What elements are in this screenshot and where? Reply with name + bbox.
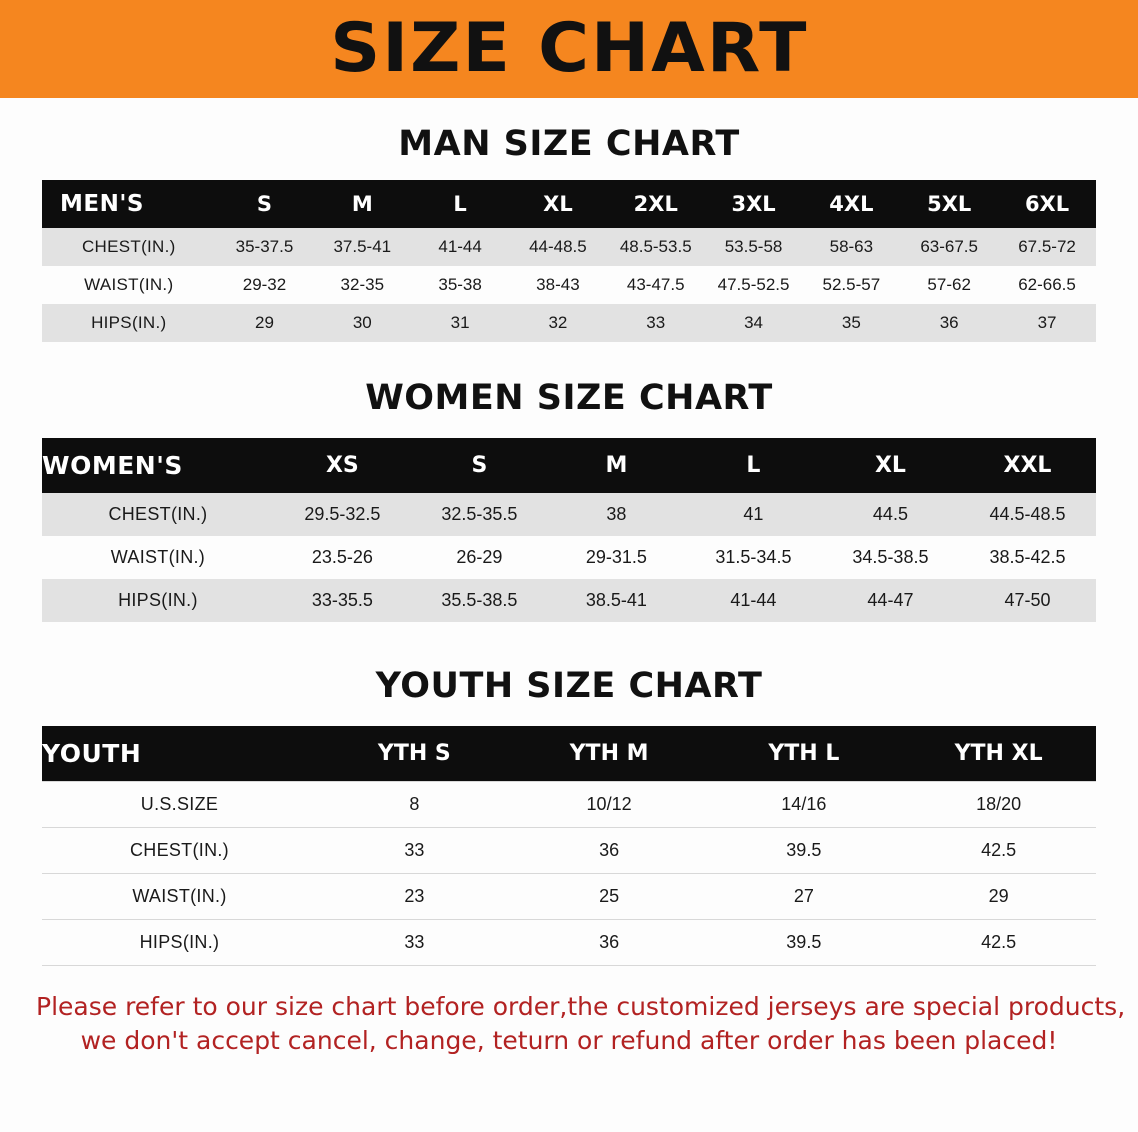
- man-hips-5xl: 36: [900, 304, 998, 342]
- women-hips-xxl: 47-50: [959, 579, 1096, 622]
- women-row-label-hips: HIPS(IN.): [42, 579, 274, 622]
- women-header-xs: XS: [274, 438, 411, 493]
- man-header-5xl: 5XL: [900, 180, 998, 228]
- women-section-title: WOMEN SIZE CHART: [365, 378, 773, 418]
- youth-ussize-m: 10/12: [512, 782, 707, 828]
- youth-ussize-l: 14/16: [706, 782, 901, 828]
- table-row: [42, 579, 1096, 622]
- youth-ussize-s: 8: [317, 782, 512, 828]
- disclaimer-line-2: we don't accept cancel, change, teturn or refund after order has been placed!: [80, 1025, 1058, 1055]
- women-chest-l: 41: [685, 493, 822, 536]
- youth-row-label-chest: CHEST(IN.): [42, 828, 317, 874]
- disclaimer-line-1: Please refer to our size chart before order,the customized jerseys are special products,: [36, 992, 1126, 1021]
- man-row-label-chest: CHEST(IN.): [42, 228, 216, 266]
- man-hips-l: 31: [411, 304, 509, 342]
- women-chest-xxl: 44.5-48.5: [959, 493, 1096, 536]
- man-waist-xl: 38-43: [509, 266, 607, 304]
- man-header-xl: XL: [509, 180, 607, 228]
- table-row: [42, 304, 1096, 342]
- youth-header-s: YTH S: [317, 726, 512, 782]
- women-hips-s: 35.5-38.5: [411, 579, 548, 622]
- man-row-label-hips: HIPS(IN.): [42, 304, 216, 342]
- page-banner: [0, 0, 1138, 98]
- women-waist-xxl: 38.5-42.5: [959, 536, 1096, 579]
- man-size-table-wrap: [42, 180, 1096, 342]
- man-chest-2xl: 48.5-53.5: [607, 228, 705, 266]
- man-chest-l: 41-44: [411, 228, 509, 266]
- table-row: [42, 874, 1096, 920]
- man-waist-6xl: 62-66.5: [998, 266, 1096, 304]
- man-hips-s: 29: [216, 304, 314, 342]
- man-waist-m: 32-35: [313, 266, 411, 304]
- man-chest-xl: 44-48.5: [509, 228, 607, 266]
- women-waist-xs: 23.5-26: [274, 536, 411, 579]
- man-size-table: [42, 180, 1096, 342]
- youth-size-table: [42, 726, 1096, 966]
- man-hips-xl: 32: [509, 304, 607, 342]
- man-chest-s: 35-37.5: [216, 228, 314, 266]
- youth-chest-xl: 42.5: [901, 828, 1096, 874]
- women-hips-l: 41-44: [685, 579, 822, 622]
- youth-hips-xl: 42.5: [901, 920, 1096, 966]
- women-size-table: [42, 438, 1096, 622]
- women-row-label-waist: WAIST(IN.): [42, 536, 274, 579]
- women-header-xl: XL: [822, 438, 959, 493]
- women-waist-s: 26-29: [411, 536, 548, 579]
- women-chest-m: 38: [548, 493, 685, 536]
- youth-waist-l: 27: [706, 874, 901, 920]
- women-hips-xl: 44-47: [822, 579, 959, 622]
- women-hips-m: 38.5-41: [548, 579, 685, 622]
- disclaimer-note: [36, 990, 1126, 1058]
- man-hips-3xl: 34: [705, 304, 803, 342]
- youth-chest-m: 36: [512, 828, 707, 874]
- women-chest-s: 32.5-35.5: [411, 493, 548, 536]
- table-row: [42, 536, 1096, 579]
- women-chest-xl: 44.5: [822, 493, 959, 536]
- man-row-label-waist: WAIST(IN.): [42, 266, 216, 304]
- man-header-2xl: 2XL: [607, 180, 705, 228]
- man-waist-2xl: 43-47.5: [607, 266, 705, 304]
- man-header-l: L: [411, 180, 509, 228]
- man-hips-4xl: 35: [802, 304, 900, 342]
- man-header-4xl: 4XL: [802, 180, 900, 228]
- table-row: [42, 266, 1096, 304]
- youth-waist-m: 25: [512, 874, 707, 920]
- youth-size-table-wrap: [42, 726, 1096, 966]
- women-waist-m: 29-31.5: [548, 536, 685, 579]
- youth-waist-xl: 29: [901, 874, 1096, 920]
- table-row: [42, 828, 1096, 874]
- youth-header-xl: YTH XL: [901, 726, 1096, 782]
- women-header-m: M: [548, 438, 685, 493]
- man-chest-5xl: 63-67.5: [900, 228, 998, 266]
- women-row-label-chest: CHEST(IN.): [42, 493, 274, 536]
- table-header-row: [42, 726, 1096, 782]
- man-header-label: MEN'S: [42, 180, 216, 228]
- youth-row-label-ussize: U.S.SIZE: [42, 782, 317, 828]
- man-waist-3xl: 47.5-52.5: [705, 266, 803, 304]
- table-row: [42, 920, 1096, 966]
- man-hips-2xl: 33: [607, 304, 705, 342]
- man-section-title: MAN SIZE CHART: [398, 124, 740, 164]
- man-waist-l: 35-38: [411, 266, 509, 304]
- man-chest-6xl: 67.5-72: [998, 228, 1096, 266]
- man-header-6xl: 6XL: [998, 180, 1096, 228]
- youth-chest-l: 39.5: [706, 828, 901, 874]
- youth-section-title: YOUTH SIZE CHART: [375, 666, 763, 706]
- table-row: [42, 228, 1096, 266]
- man-hips-6xl: 37: [998, 304, 1096, 342]
- youth-header-label: YOUTH: [42, 726, 317, 782]
- youth-hips-s: 33: [317, 920, 512, 966]
- youth-row-label-hips: HIPS(IN.): [42, 920, 317, 966]
- women-chest-xs: 29.5-32.5: [274, 493, 411, 536]
- table-header-row: [42, 438, 1096, 493]
- man-chest-4xl: 58-63: [802, 228, 900, 266]
- youth-ussize-xl: 18/20: [901, 782, 1096, 828]
- man-chest-m: 37.5-41: [313, 228, 411, 266]
- women-hips-xs: 33-35.5: [274, 579, 411, 622]
- man-hips-m: 30: [313, 304, 411, 342]
- youth-chest-s: 33: [317, 828, 512, 874]
- women-header-label: WOMEN'S: [42, 438, 274, 493]
- women-waist-xl: 34.5-38.5: [822, 536, 959, 579]
- youth-row-label-waist: WAIST(IN.): [42, 874, 317, 920]
- man-header-3xl: 3XL: [705, 180, 803, 228]
- youth-waist-s: 23: [317, 874, 512, 920]
- youth-header-m: YTH M: [512, 726, 707, 782]
- page-title: SIZE CHART: [329, 9, 809, 88]
- women-header-xxl: XXL: [959, 438, 1096, 493]
- man-header-s: S: [216, 180, 314, 228]
- man-waist-5xl: 57-62: [900, 266, 998, 304]
- youth-header-l: YTH L: [706, 726, 901, 782]
- man-header-m: M: [313, 180, 411, 228]
- youth-hips-m: 36: [512, 920, 707, 966]
- man-chest-3xl: 53.5-58: [705, 228, 803, 266]
- women-waist-l: 31.5-34.5: [685, 536, 822, 579]
- table-row: [42, 782, 1096, 828]
- women-header-l: L: [685, 438, 822, 493]
- women-header-s: S: [411, 438, 548, 493]
- women-size-table-wrap: [42, 438, 1096, 622]
- man-waist-s: 29-32: [216, 266, 314, 304]
- man-waist-4xl: 52.5-57: [802, 266, 900, 304]
- youth-hips-l: 39.5: [706, 920, 901, 966]
- table-header-row: [42, 180, 1096, 228]
- table-row: [42, 493, 1096, 536]
